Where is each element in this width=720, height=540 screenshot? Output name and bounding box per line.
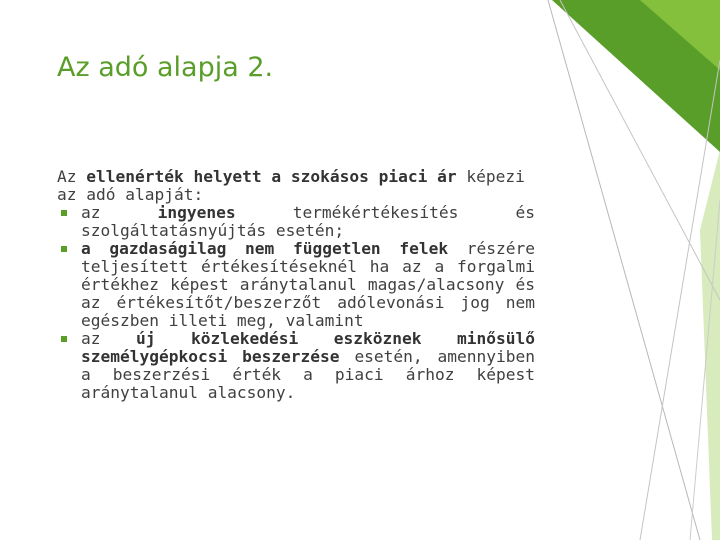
slide-body xyxy=(57,168,535,402)
bullet-2-text-end: részére teljesített értékesítéseknél ha az a forgalmi értékhez képest aránytalanul magas/alacsony és az értékesítőt/beszerzőt adólevonási jog nem egészben illeti meg, valamint xyxy=(81,239,535,330)
bullet-3-text-start: az xyxy=(81,329,137,348)
intro-emphasis: ellenérték helyett a szokásos piaci ár xyxy=(86,167,457,186)
bullet-item-1 xyxy=(57,204,535,240)
slide-title: Az adó alapja 2. xyxy=(57,52,274,83)
bullet-square-icon xyxy=(61,336,67,342)
bullet-item-3 xyxy=(57,330,535,402)
intro-paragraph xyxy=(57,168,535,204)
bullet-1-text-end: termékértékesítés és szolgáltatásnyújtás esetén; xyxy=(81,203,535,240)
bullet-3-emphasis: új közlekedési eszköznek minősülő személygépkocsi beszerzése xyxy=(81,329,535,366)
bullet-1-text-start: az xyxy=(81,203,158,222)
bullet-square-icon xyxy=(61,246,67,252)
bullet-1-emphasis: ingyenes xyxy=(157,203,236,222)
bullet-item-2 xyxy=(57,240,535,330)
bullet-square-icon xyxy=(61,210,67,216)
bullet-2-emphasis: a gazdaságilag nem független felek xyxy=(81,239,449,258)
edge-sliver-right xyxy=(700,150,720,540)
bullet-list xyxy=(57,204,535,402)
intro-text-end: képezi az adó alapját: xyxy=(57,167,525,204)
bullet-3-text-end: esetén, amennyiben a beszerzési érték a piaci árhoz képest aránytalanul alacsony. xyxy=(81,347,536,402)
intro-text-start: Az xyxy=(57,167,87,186)
